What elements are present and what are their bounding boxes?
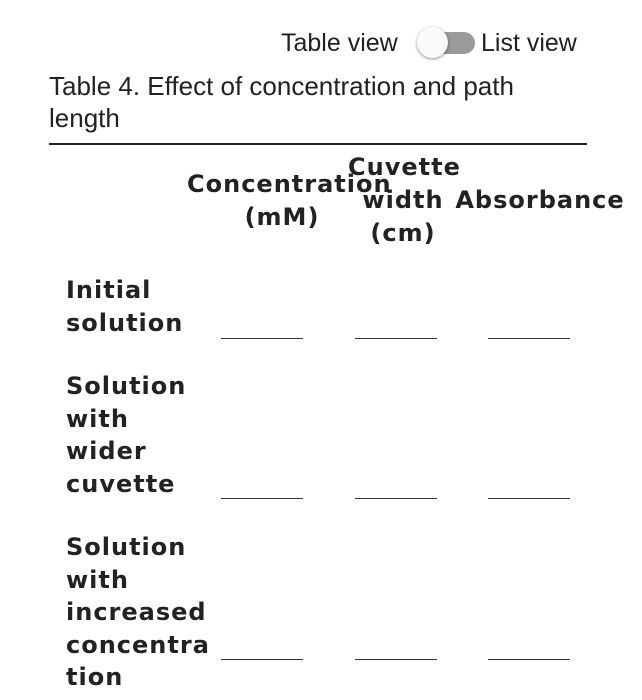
view-toggle-row (0, 26, 642, 62)
increased-conc-concentration-input[interactable] (221, 637, 303, 660)
row-label-increased-concentration: Solution with increased concentration (66, 533, 210, 691)
row-label-wider-cuvette: Solution with wider cuvette (66, 372, 187, 498)
initial-cuvette-width-input[interactable] (355, 316, 437, 339)
column-header-absorbance (455, 184, 625, 217)
increased-conc-absorbance-input[interactable] (488, 637, 570, 660)
wider-cuvette-concentration-input[interactable] (221, 476, 303, 499)
column-header-absorbance-line1: Absorbance (455, 186, 625, 214)
row-label-initial-solution: Initial solution (66, 276, 184, 337)
view-toggle-switch[interactable] (415, 26, 477, 60)
wider-cuvette-width-input[interactable] (355, 476, 437, 499)
column-header-concentration-line1: Concentration (187, 170, 392, 198)
toggle-thumb[interactable] (417, 27, 448, 58)
column-header-cuvette-line1: Cuvette (348, 153, 461, 181)
column-header-cuvette-line3: (cm) (370, 219, 436, 247)
table-caption: Table 4. Effect of concentration and path length (49, 71, 514, 133)
table-view-label[interactable]: Table view (281, 29, 398, 57)
initial-concentration-input[interactable] (221, 316, 303, 339)
wider-cuvette-absorbance-input[interactable] (488, 476, 570, 499)
column-header-cuvette-line2: width (362, 186, 444, 214)
increased-conc-cuvette-width-input[interactable] (355, 637, 437, 660)
list-view-label[interactable]: List view (481, 29, 577, 57)
initial-absorbance-input[interactable] (488, 316, 570, 339)
column-header-concentration-line2: (mM) (244, 203, 320, 231)
column-header-cuvette-width (348, 151, 461, 250)
caption-divider (49, 143, 587, 145)
